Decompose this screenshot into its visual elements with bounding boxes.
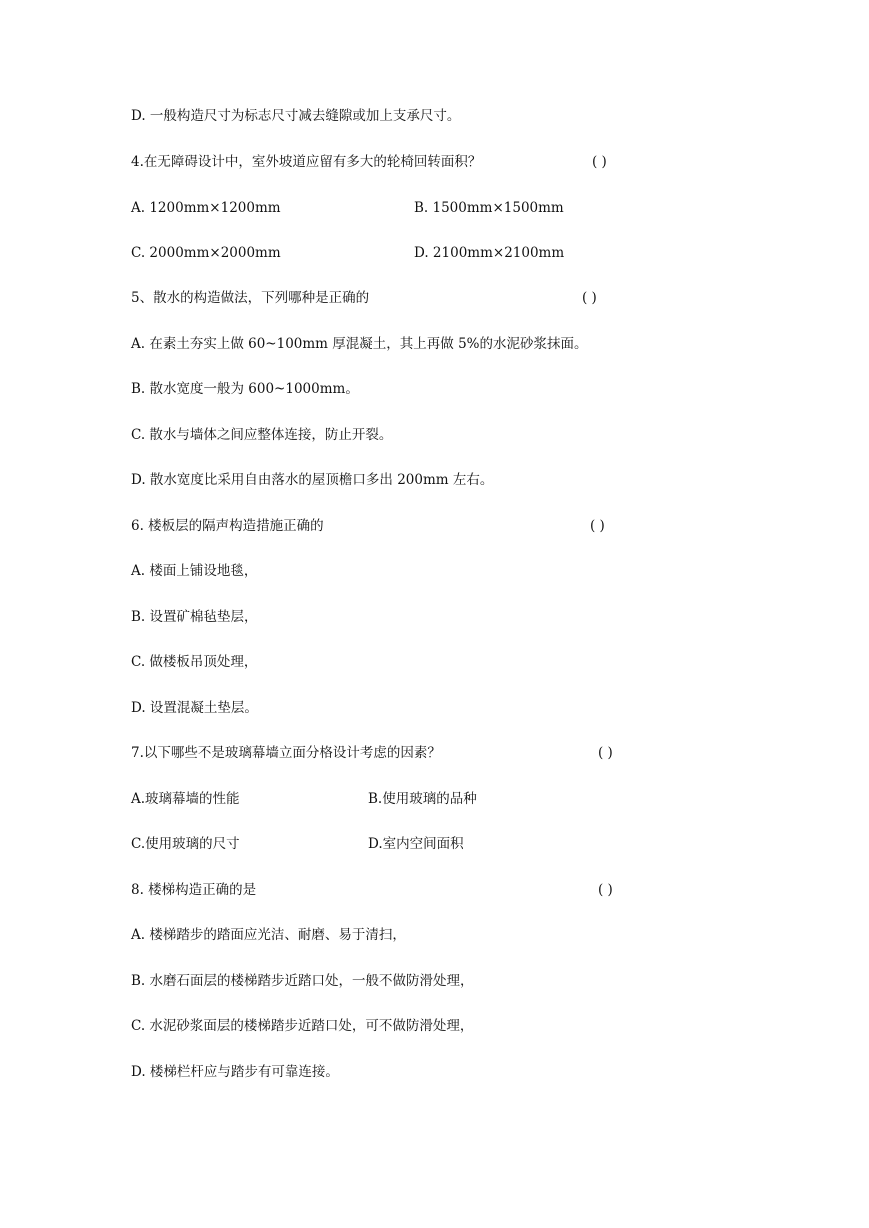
q5-option-d: D. 散水宽度比采用自由落水的屋顶檐口多出 200mm 左右。 (131, 472, 494, 488)
q8-option-d: D. 楼梯栏杆应与踏步有可靠连接。 (131, 1064, 339, 1080)
q8-option-c: C. 水泥砂浆面层的楼梯踏步近踏口处，可不做防滑处理， (131, 1018, 474, 1034)
question-8: 8. 楼梯构造正确的是 (131, 882, 257, 898)
answer-blank-q7: ( ) (598, 745, 613, 761)
q6-option-b: B. 设置矿棉毡垫层， (131, 609, 258, 625)
q4-option-b: B. 1500mm×1500mm (414, 200, 564, 216)
answer-blank-q5: ( ) (582, 290, 597, 306)
q4-option-c: C. 2000mm×2000mm (131, 245, 281, 261)
q7-option-d: D.室内空间面积 (368, 836, 464, 852)
q5-option-c: C. 散水与墙体之间应整体连接，防止开裂。 (131, 427, 393, 443)
question-4: 4.在无障碍设计中，室外坡道应留有多大的轮椅回转面积？ (131, 154, 482, 170)
q6-option-d: D. 设置混凝土垫层。 (131, 700, 258, 716)
answer-blank-q8: ( ) (598, 882, 613, 898)
q6-option-c: C. 做楼板吊顶处理， (131, 654, 258, 670)
answer-blank-q4: ( ) (592, 154, 607, 170)
q4-option-a: A. 1200mm×1200mm (131, 200, 281, 216)
q4-option-d: D. 2100mm×2100mm (414, 245, 565, 261)
q6-option-a: A. 楼面上铺设地毯， (131, 563, 258, 579)
q7-option-a: A.玻璃幕墙的性能 (131, 791, 240, 807)
q7-option-b: B.使用玻璃的品种 (368, 791, 477, 807)
q7-option-c: C.使用玻璃的尺寸 (131, 836, 240, 852)
q5-option-b: B. 散水宽度一般为 600~1000mm。 (131, 381, 359, 397)
q8-option-b: B. 水磨石面层的楼梯踏步近踏口处，一般不做防滑处理， (131, 973, 474, 989)
q8-option-a: A. 楼梯踏步的踏面应光洁、耐磨、易于清扫， (131, 927, 406, 943)
option-d-prev: D. 一般构造尺寸为标志尺寸减去缝隙或加上支承尺寸。 (131, 108, 461, 124)
question-7: 7.以下哪些不是玻璃幕墙立面分格设计考虑的因素？ (131, 745, 441, 761)
q5-option-a: A. 在素土夯实上做 60~100mm 厚混凝土，其上再做 5%的水泥砂浆抹面。 (131, 336, 588, 352)
question-6: 6. 楼板层的隔声构造措施正确的 (131, 518, 324, 534)
answer-blank-q6: ( ) (590, 518, 605, 534)
question-5: 5、散水的构造做法，下列哪种是正确的 (131, 290, 370, 306)
